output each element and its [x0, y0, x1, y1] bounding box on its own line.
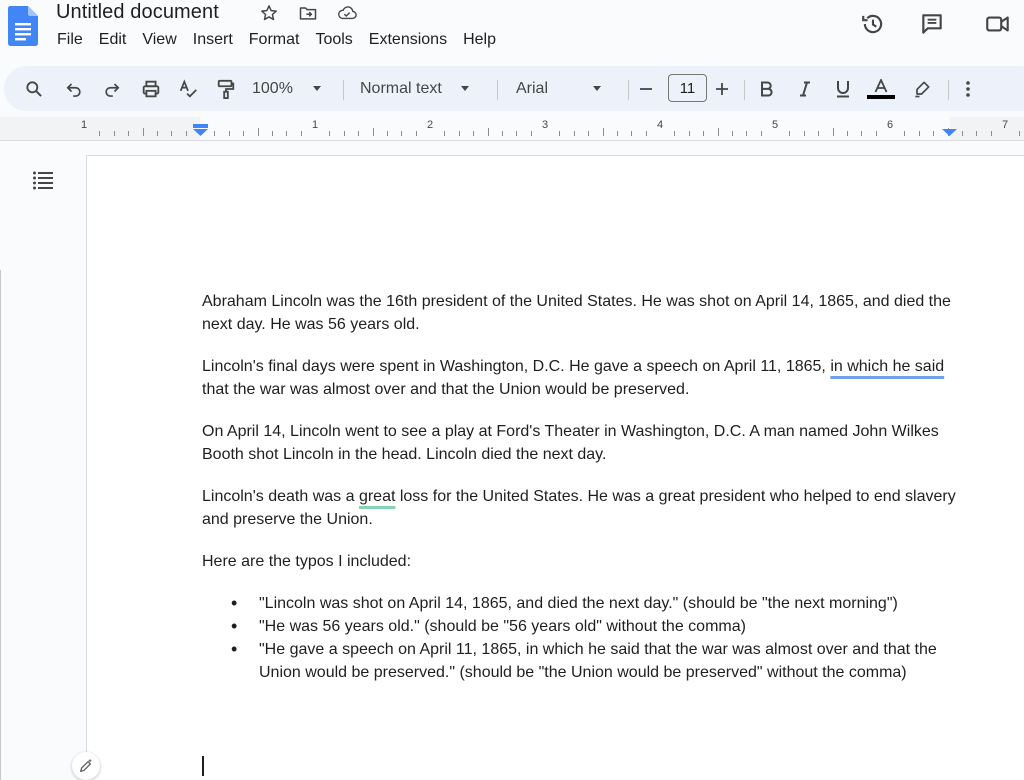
document-body[interactable]	[202, 290, 962, 684]
highlight-icon[interactable]	[909, 66, 935, 111]
increase-font-size-button[interactable]	[712, 66, 732, 111]
text-cursor	[202, 756, 204, 776]
horizontal-ruler[interactable]	[0, 117, 1024, 141]
search-icon[interactable]	[22, 66, 46, 111]
text-color-icon[interactable]	[866, 66, 896, 111]
divider	[0, 270, 1, 780]
paragraph	[202, 355, 962, 401]
paragraph-style-value: Normal text	[360, 79, 442, 97]
ruler-label: 3	[542, 119, 549, 131]
list-item: • "He gave a speech on April 11, 1865, in which he said that the war was almost over and that the Union would be preserved." (should be "the Union would be preserved" without the comma)	[259, 638, 962, 684]
divider	[628, 80, 629, 100]
document-title[interactable]: Untitled document	[56, 1, 219, 23]
divider	[343, 80, 344, 100]
chevron-down-icon	[313, 86, 321, 91]
bold-icon[interactable]	[755, 66, 779, 111]
underline-icon[interactable]	[831, 66, 855, 111]
menu-view[interactable]: View	[142, 31, 177, 48]
version-history-icon[interactable]	[857, 8, 889, 40]
list-item: • "He was 56 years old." (should be "56 years old" without the comma)	[259, 615, 962, 638]
divider	[744, 80, 745, 100]
chevron-down-icon	[593, 86, 601, 91]
ruler-divider	[0, 140, 1024, 141]
menu-tools[interactable]: Tools	[315, 31, 353, 48]
bullet-list	[259, 592, 962, 684]
text-run: Lincoln's death was a	[202, 488, 359, 505]
menu-extensions[interactable]: Extensions	[368, 31, 448, 48]
divider	[948, 80, 949, 100]
ruler-label: 1	[312, 119, 319, 131]
paragraph	[202, 485, 962, 531]
move-folder-icon[interactable]	[298, 3, 318, 23]
plus-icon	[715, 82, 729, 96]
first-line-indent-marker	[193, 124, 208, 128]
suggestion-underline[interactable]: in which he said	[830, 358, 945, 375]
paragraph: Abraham Lincoln was the 16th president of the United States. He was shot on April 14, 1865, and died the next day. He was 56 years old.	[202, 293, 951, 333]
ruler-label: 2	[427, 119, 434, 131]
toolbar	[4, 66, 1024, 111]
chevron-down-icon	[461, 86, 469, 91]
paragraph: Here are the typos I included:	[202, 553, 412, 570]
text-run: loss for the United States. He was a great president who helped to end slavery and preserve the Union.	[202, 488, 956, 528]
text-run: Lincoln's final days were spent in Washington, D.C. He gave a speech on April 11, 1865,	[202, 358, 831, 375]
pencil-sparkle-icon	[78, 758, 94, 774]
ruler-label: 4	[657, 119, 664, 131]
list-item: • "Lincoln was shot on April 14, 1865, and died the next day." (should be "the next morning")	[259, 592, 962, 615]
ruler-label: 6	[887, 119, 894, 131]
menu-bar	[57, 31, 512, 49]
paragraph-style-select[interactable]	[360, 66, 484, 111]
ruler-label: 5	[772, 119, 779, 131]
divider	[497, 80, 498, 100]
cloud-saved-icon[interactable]	[337, 3, 357, 23]
ruler-label: 1	[81, 119, 88, 131]
more-vert-icon[interactable]	[958, 66, 978, 111]
ruler-label: 7	[1002, 119, 1009, 131]
zoom-select[interactable]	[252, 66, 332, 111]
font-size-input[interactable]: 11	[668, 74, 707, 102]
suggestion-underline[interactable]: great	[358, 488, 396, 505]
minus-icon	[639, 82, 653, 96]
text-color-swatch	[867, 95, 895, 99]
comments-icon[interactable]	[916, 8, 948, 40]
menu-edit[interactable]: Edit	[98, 31, 127, 48]
decrease-font-size-button[interactable]	[636, 66, 656, 111]
document-outline-icon[interactable]	[31, 168, 55, 197]
italic-icon[interactable]	[793, 66, 817, 111]
menu-file[interactable]: File	[57, 31, 83, 48]
text-run: that the war was almost over and that the Union would be preserved.	[202, 381, 690, 398]
menu-help[interactable]: Help	[463, 31, 496, 48]
zoom-value: 100%	[252, 79, 293, 97]
docs-logo-icon[interactable]	[8, 6, 38, 46]
meet-icon[interactable]	[982, 8, 1014, 40]
redo-icon[interactable]	[100, 66, 124, 111]
menu-format[interactable]: Format	[248, 31, 300, 48]
undo-icon[interactable]	[62, 66, 86, 111]
font-family-value: Arial	[516, 79, 549, 97]
paint-format-icon[interactable]	[214, 66, 238, 111]
edit-suggest-button[interactable]	[72, 752, 100, 780]
print-icon[interactable]	[138, 66, 164, 111]
menu-insert[interactable]: Insert	[192, 31, 233, 48]
ruler-ticks	[0, 117, 1024, 141]
font-family-select[interactable]	[516, 66, 612, 111]
paragraph: On April 14, Lincoln went to see a play at Ford's Theater in Washington, D.C. A man named John Wilkes Booth shot Lincoln in the head. Lincoln died the next day.	[202, 423, 939, 463]
spellcheck-icon[interactable]	[176, 66, 200, 111]
star-icon[interactable]	[259, 3, 279, 23]
